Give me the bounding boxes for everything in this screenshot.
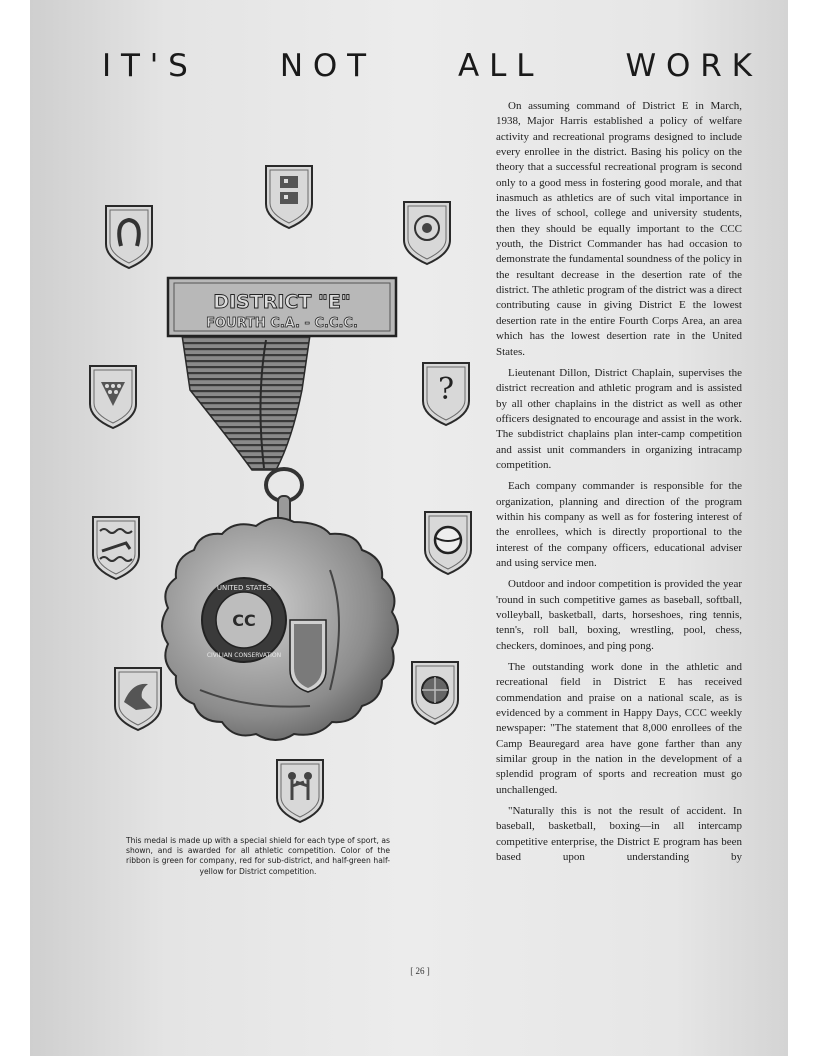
medal-bar-line2: FOURTH C.A. - C.C.C. [206, 316, 358, 331]
seal-bottom-text: CIVILIAN CONSERVATION [206, 652, 282, 659]
medal-ribbon [182, 335, 310, 470]
shield-winged-foot-icon [115, 668, 161, 730]
title-word: W O R K [625, 48, 752, 84]
shield-swimming-icon [93, 517, 139, 579]
seal-top-text: UNITED STATES [216, 584, 272, 592]
shield-basketball-icon [412, 662, 458, 724]
title-word: A L L [458, 48, 534, 84]
paragraph: "Naturally this is not the result of accident. In baseball, basketball, boxing—in all intercamp competitive enterprise, the District E program has been based upon understanding by [496, 805, 742, 864]
article-column [496, 99, 742, 872]
medal-bar-line1: DISTRICT "E" [213, 291, 351, 313]
title-word: N O T [279, 48, 367, 84]
shield-horseshoe-icon [106, 206, 152, 268]
shield-baseball-icon [425, 512, 471, 574]
page-title [102, 48, 752, 84]
title-word: I T ' S [102, 48, 188, 84]
shield-roll-ball-icon [404, 202, 450, 264]
shield-question-icon [423, 363, 469, 425]
seal-center-text: CC [232, 611, 256, 630]
page-number: [ 26 ] [410, 966, 430, 976]
paragraph: Lieutenant Dillon, District Chaplain, supervises the district recreation and athletic program and is assisted by all other chaplains in the district as well as other officers designated to encourage and assist in the work. The subdistrict chaplains plan inter-camp competition and assist unit commanders in organizing intracamp competition. [496, 366, 742, 471]
paragraph: Outdoor and indoor competition is provided the year 'round in such competitive games as baseball, softball, volleyball, basketball, darts, horseshoes, ring tennis, tenn's, roll ball, boxing, wrestling, pool, chess, checkers, dominoes, and ping pong. [496, 578, 742, 652]
paragraph: Each company commander is responsible for the organization, planning and direction of the program within his company as well as for fostering interest of the enrollees, which is directly proportional to the interest of the company officers, educational adviser and using service men. [496, 480, 742, 569]
medal-illustration [80, 150, 480, 840]
shield-pool-icon [90, 366, 136, 428]
medallion [162, 518, 398, 740]
shield-checkers-icon [266, 166, 312, 228]
svg-text:?: ? [437, 372, 455, 407]
medal-caption: This medal is made up with a special shield for each type of sport, as shown, and is awarded for all athletic competition. Color of the ribbon is green for company, red for sub-district, and half-green half-yellow for District competition. [126, 836, 390, 876]
shield-boxing-icon [277, 760, 323, 822]
paragraph: The outstanding work done in the athletic and recreational field in District E has received commendation and praise on a national scale, as is evidenced by a comment in Happy Days, CCC weekly newspaper: "The statement that 8,000 enrollees of the Camp Beauregard area have gone farther than any similar group in the nation in the development of a splendid program of sports and recreation must go unchallenged. [496, 661, 742, 796]
paragraph: On assuming command of District E in March, 1938, Major Harris established a policy of welfare activity and recreational programs designed to include every enrollee in the district. Basing his policy on the theory that a successful recreational program is second only to a good mess in fostering good morale, and that inasmuch as athletics are of such vital importance in the lives of school, college and university students, then they should be equally important to the CCC youth, the District Commander has had occasion to demonstrate the fundamental soundness of the policy in the resultant decrease in the desertion rate of the district. The athletic program of the district was a direct contributing cause in giving District E the lowest desertion rate in the entire Fourth Corps Area, an area which has the lowest desertion rate in the United States. [496, 100, 742, 358]
medal-bar [168, 278, 396, 336]
